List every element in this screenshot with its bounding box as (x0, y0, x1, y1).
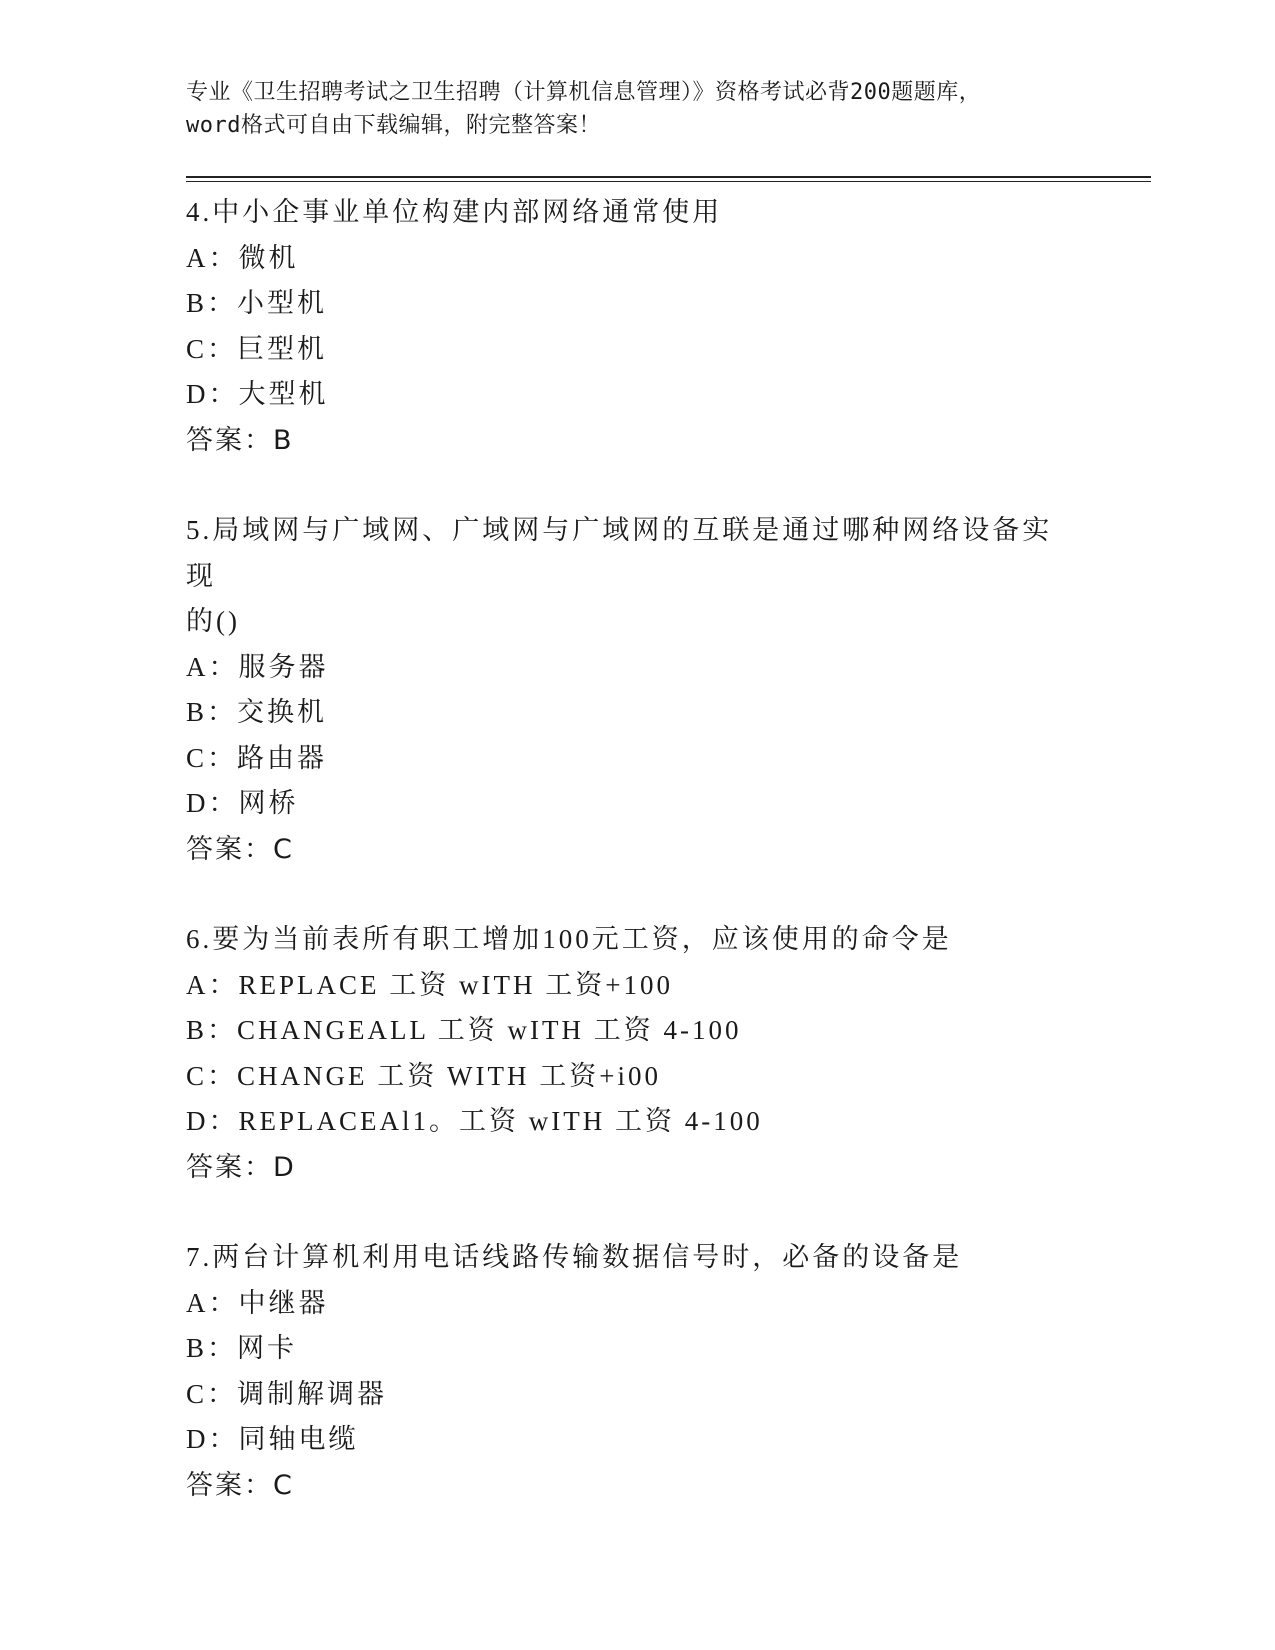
option-d: D：同轴电缆 (186, 1424, 359, 1454)
option-b: B：网卡 (186, 1333, 298, 1363)
answer-line: 答案：D (186, 1151, 296, 1183)
question-7 (186, 1235, 1086, 1508)
option-d: D：REPLACEAl1。工资 wITH 工资 4-100 (186, 1106, 763, 1136)
option-b: B：交换机 (186, 697, 328, 727)
option-c: C：路由器 (186, 742, 328, 773)
question-list (186, 190, 1086, 1553)
option-c: C：CHANGE 工资 WITH 工资+i00 (186, 1060, 661, 1091)
option-d: D：大型机 (186, 379, 329, 409)
answer-line: 答案：C (186, 833, 294, 865)
question-stem: 5.局域网与广域网、广域网与广域网的互联是通过哪种网络设备实现 (186, 515, 1053, 591)
answer-line: 答案：C (186, 1469, 294, 1501)
answer-line: 答案：B (186, 424, 294, 456)
question-4 (186, 190, 1086, 463)
option-a: A：微机 (186, 242, 299, 273)
option-c: C：巨型机 (186, 333, 328, 364)
question-stem: 4.中小企事业单位构建内部网络通常使用 (186, 197, 723, 227)
option-d: D：网桥 (186, 788, 299, 818)
question-stem: 6.要为当前表所有职工增加100元工资，应该使用的命令是 (186, 924, 952, 954)
question-stem-continued: 的() (186, 606, 240, 636)
option-a: A：服务器 (186, 651, 329, 682)
header-divider-thick (186, 176, 1151, 178)
question-stem: 7.两台计算机利用电话线路传输数据信号时，必备的设备是 (186, 1242, 963, 1272)
question-6 (186, 917, 1086, 1190)
option-b: B：小型机 (186, 288, 328, 318)
header-line-1: 专业《卫生招聘考试之卫生招聘（计算机信息管理）》资格考试必背200题题库， (186, 80, 982, 105)
option-c: C：调制解调器 (186, 1378, 388, 1409)
option-a: A：REPLACE 工资 wITH 工资+100 (186, 969, 673, 1000)
question-5 (186, 508, 1086, 872)
header-divider-thin (186, 181, 1151, 182)
option-a: A：中继器 (186, 1287, 329, 1318)
option-b: B：CHANGEALL 工资 wITH 工资 4-100 (186, 1015, 742, 1045)
document-header (186, 76, 1106, 142)
header-line-2: word格式可自由下载编辑，附完整答案！ (186, 113, 601, 138)
